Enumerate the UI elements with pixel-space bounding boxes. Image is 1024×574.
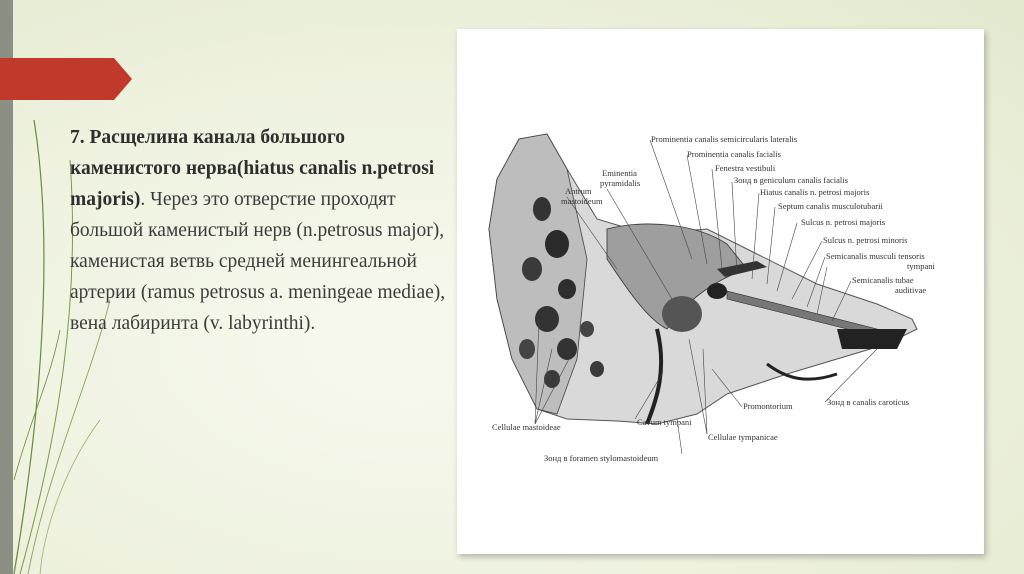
temporal-bone-illustration xyxy=(457,29,984,554)
label-septum: Septum canalis musculotubarii xyxy=(778,201,883,211)
label-sulcus-minoris: Sulcus n. petrosi minoris xyxy=(823,235,908,245)
label-prominentia-lateralis: Prominentia canalis semicircularis lateralis xyxy=(651,134,798,144)
label-cavum-tympani: Cavum tympani xyxy=(637,417,692,427)
label-eminentia: Eminentia xyxy=(602,168,637,178)
label-semicanalis-tensoris-2: tympani xyxy=(907,261,935,271)
label-hiatus: Hiatus canalis n. petrosi majoris xyxy=(760,187,870,197)
slide-body: . Через это отверстие проходят большой каменистый нерв (n.petrosus major), каменистая ветвь средней менингеальной артерии (ramus petrosus a. meningeae mediae), вена лабиринта (v. labyrinthi). xyxy=(70,189,446,334)
label-cellulae-mastoideae: Cellulae mastoideae xyxy=(492,422,561,432)
label-zond-caroticus: Зонд в canalis caroticus xyxy=(827,397,910,407)
label-zond-stylomastoideum: Зонд в foramen stylomastoideum xyxy=(544,453,659,463)
label-eminentia-2: pyramidalis xyxy=(600,178,641,188)
slide-text-block xyxy=(70,122,455,339)
label-cellulae-tympanicae: Cellulae tympanicae xyxy=(708,432,778,442)
label-semicanalis-tensoris: Semicanalis musculi tensoris xyxy=(826,251,925,261)
label-sulcus-majoris: Sulcus n. petrosi majoris xyxy=(801,217,886,227)
title-ribbon xyxy=(0,58,132,100)
label-fenestra-vestibuli: Fenestra vestibuli xyxy=(715,163,776,173)
label-antrum: Antrum xyxy=(565,186,592,196)
anatomy-figure xyxy=(457,29,984,554)
label-antrum-2: mastoideum xyxy=(561,196,603,206)
label-zond-geniculum: Зонд в geniculum canalis facialis xyxy=(734,175,848,185)
label-promontorium: Promontorium xyxy=(743,401,793,411)
label-semicanalis-tubae-2: auditivae xyxy=(895,285,927,295)
label-semicanalis-tubae: Semicanalis tubae xyxy=(852,275,914,285)
slide-heading: 7. Расщелина канала большого каменистого нерва(hiatus canalis n.petrosi majoris) xyxy=(70,127,435,210)
label-prominentia-facialis: Prominentia canalis facialis xyxy=(687,149,781,159)
